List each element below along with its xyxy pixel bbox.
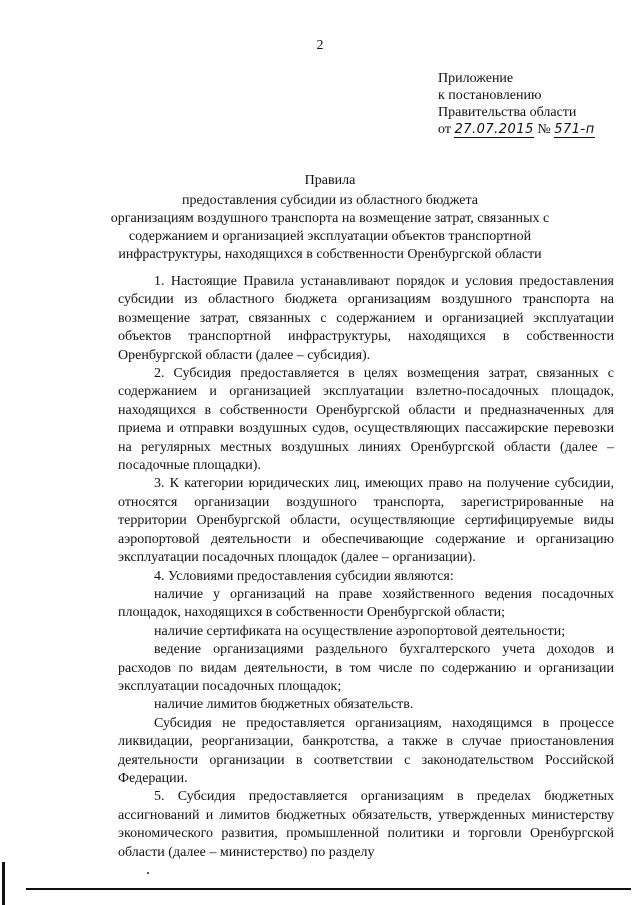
document-body <box>118 273 614 862</box>
paragraph-10: 5. Субсидия предоставляется организациям в пределах бюджетных ассигнований и лимитов бюджетных обязательств, утвержденных министерству экономического развития, промышленной политики и торговли Оренбургской области (далее – министерство) по разделу <box>118 789 614 860</box>
paragraph-2: 2. Субсидия предоставляется в целях возмещения затрат, связанных с содержанием и организацией эксплуатации взлетно-посадочных площадок, находящихся в собственности Оренбургской области и предназначенных для приема и отправки воздушных судов, осуществляющих пассажирские перевозки на регулярных местных воздушных линиях Оренбургской области (далее – посадочные площадки). <box>118 366 614 474</box>
number-prefix: № <box>537 122 551 137</box>
paragraph-7: ведение организациями раздельного бухгалтерского учета доходов и расходов по видам деятельности, в том числе по содержанию и организации эксплуатации посадочных площадок; <box>118 642 614 694</box>
paragraph-6: наличие сертификата на осуществление аэропортовой деятельности; <box>154 623 566 639</box>
scan-left-edge <box>2 862 5 905</box>
title-line-3: содержанием и организацией эксплуатации объектов транспортной <box>128 229 532 244</box>
title-line-1: предоставления субсидии из областного бюджета <box>182 193 478 208</box>
paragraph-3: 3. К категории юридических лиц, имеющих право на получение субсидии, относятся организации воздушного транспорта, зарегистрированные на территории Оренбургской области, осуществляющие сертифицируемые виды аэропортовой деятельности и обеспечивающие содержание и организацию эксплуатации посадочных площадок (далее – организации). <box>118 476 614 566</box>
scan-speck <box>147 872 149 874</box>
scan-bottom-edge <box>26 888 631 890</box>
appendix-block <box>438 70 595 138</box>
paragraph-5: наличие у организаций на праве хозяйственного ведения посадочных площадок, находящихся в собственности Оренбургской области; <box>118 586 614 621</box>
paragraph-9: Субсидия не предоставляется организациям, находящимся в процессе ликвидации, реорганизации, банкротства, а также в случае приостановления деятельности организации в соответствии с законодательством Российской Федерации. <box>118 715 614 786</box>
date-prefix: от <box>438 122 451 137</box>
appendix-line-1: Приложение <box>438 71 514 86</box>
title-line-4: инфраструктуры, находящихся в собственности Оренбургской области <box>118 247 542 262</box>
appendix-line-3: Правительства области <box>438 105 577 120</box>
page-number: 2 <box>316 38 324 53</box>
document-title <box>100 172 560 264</box>
paragraph-4: 4. Условиями предоставления субсидии являются: <box>154 568 454 584</box>
title-line-2: организациям воздушного транспорта на возмещение затрат, связанных с <box>110 211 550 226</box>
paragraph-1: 1. Настоящие Правила устанавливают порядок и условия предоставления субсидии из областного бюджета организациям воздушного транспорта на возмещение затрат, связанных с содержанием и организацией эксплуатации объектов транспортной инфраструктуры, находящихся в собственности Оренбургской области (далее – субсидия). <box>118 274 614 363</box>
paragraph-8: наличие лимитов бюджетных обязательств. <box>154 697 414 713</box>
title-heading: Правила <box>304 173 356 188</box>
handwritten-date: 27.07.2015 <box>454 122 534 137</box>
appendix-line-2: к постановлению <box>438 88 542 103</box>
handwritten-number: 571-п <box>554 122 595 137</box>
appendix-date-line <box>438 121 595 138</box>
